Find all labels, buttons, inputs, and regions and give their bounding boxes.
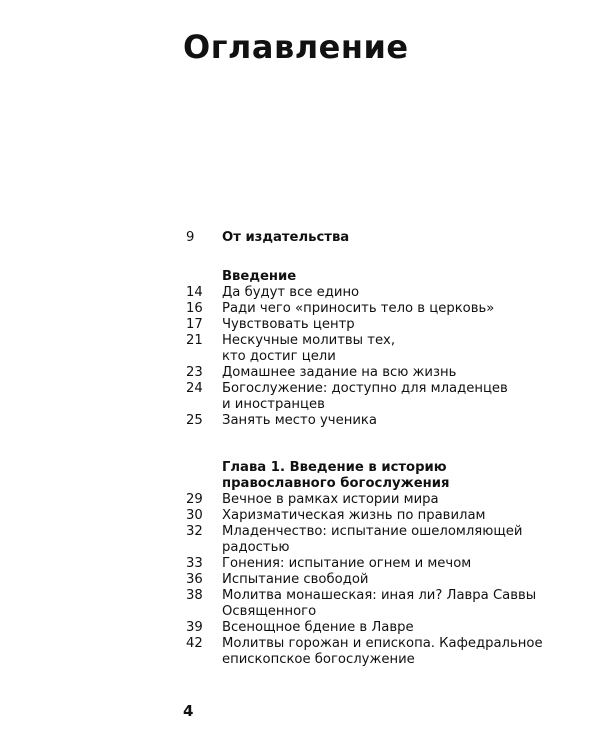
toc-entry-title — [222, 588, 566, 620]
toc-entry-title — [222, 301, 566, 317]
section-heading-chapter1 — [186, 460, 566, 492]
toc-page-number: 29 — [186, 492, 203, 507]
toc-entry-line: радостью — [222, 540, 290, 555]
toc-entry-title — [222, 556, 566, 572]
toc-entry-line: Богослужение: доступно для младенцев — [222, 381, 508, 396]
toc-entry-line: Харизматическая жизнь по правилам — [222, 508, 486, 523]
spacer — [186, 429, 566, 460]
toc-page-number: 30 — [186, 508, 203, 523]
toc-entry-line: Молитвы горожан и епископа. Кафедральное — [222, 636, 543, 651]
toc-entry-line: Занять место ученика — [222, 413, 377, 428]
toc-page-number: 21 — [186, 333, 203, 348]
toc-entry — [186, 317, 566, 333]
toc-page-number: 9 — [186, 230, 195, 245]
toc-entry-title — [222, 285, 566, 301]
toc-entry-line: Вечное в рамках истории мира — [222, 492, 439, 507]
heading-line: Глава 1. Введение в историю — [222, 460, 447, 475]
page-number: 4 — [183, 702, 194, 720]
toc-entry — [186, 381, 566, 413]
toc-entry — [186, 508, 566, 524]
toc-page-number: 42 — [186, 636, 203, 651]
toc-page-number: 25 — [186, 413, 203, 428]
section-heading-intro: Введение — [222, 269, 297, 284]
toc-entry-line: Гонения: испытание огнем и мечом — [222, 556, 472, 571]
toc-entry — [186, 285, 566, 301]
toc-entry-title — [222, 636, 566, 668]
toc-entry-line: Да будут все едино — [222, 285, 360, 300]
toc-entry-line: Домашнее задание на всю жизнь — [222, 365, 457, 380]
toc-page-number: 24 — [186, 381, 203, 396]
toc-entry-title — [222, 413, 566, 429]
intro-entries — [186, 285, 566, 429]
toc-entry — [186, 556, 566, 572]
toc-page-number: 36 — [186, 572, 203, 587]
toc-entry — [186, 588, 566, 620]
toc-entry-line: кто достиг цели — [222, 349, 336, 364]
toc-entry-title — [222, 317, 566, 333]
chapter1-entries — [186, 492, 566, 668]
toc-page-number: 33 — [186, 556, 203, 571]
toc-page-number: 32 — [186, 524, 203, 539]
toc-page-number: 16 — [186, 301, 203, 316]
toc-entry-line: Младенчество: испытание ошеломляющей — [222, 524, 523, 539]
toc-entry-line: Молитва монашеская: иная ли? Лавра Саввы — [222, 588, 537, 603]
toc-page-number: 14 — [186, 285, 203, 300]
toc-page-number: 39 — [186, 620, 203, 635]
toc-entry — [186, 620, 566, 636]
toc-entry-title — [222, 333, 566, 365]
toc-entry — [186, 333, 566, 365]
toc-entry-title — [222, 365, 566, 381]
toc-entry — [186, 572, 566, 588]
toc-entry — [186, 413, 566, 429]
table-of-contents — [186, 230, 566, 668]
toc-entry-title — [222, 492, 566, 508]
toc-entry-title — [222, 381, 566, 413]
toc-entry-line: Испытание свободой — [222, 572, 369, 587]
toc-entry — [186, 301, 566, 317]
toc-entry-title — [222, 620, 566, 636]
toc-entry-line: Всенощное бдение в Лавре — [222, 620, 414, 635]
heading-line: православного богослужения — [222, 476, 450, 491]
toc-entry-line: Освященного — [222, 604, 317, 619]
toc-page-number: 38 — [186, 588, 203, 603]
toc-entry-line: Нескучные молитвы тех, — [222, 333, 396, 348]
page-title: Оглавление — [183, 28, 409, 66]
toc-entry — [186, 524, 566, 556]
toc-entry-title — [222, 524, 566, 556]
toc-entry-line: и иностранцев — [222, 397, 325, 412]
toc-entry-line: Ради чего «приносить тело в церковь» — [222, 301, 495, 316]
toc-entry-title — [222, 572, 566, 588]
toc-page-number: 17 — [186, 317, 203, 332]
toc-entry-title — [222, 508, 566, 524]
toc-entry — [186, 365, 566, 381]
toc-entry-line: Чувствовать центр — [222, 317, 355, 332]
spacer — [186, 246, 566, 269]
toc-entry — [186, 492, 566, 508]
toc-entry-title: От издательства — [222, 230, 350, 245]
toc-entry-line: епископское богослужение — [222, 652, 415, 667]
toc-page-number: 23 — [186, 365, 203, 380]
toc-entry-publisher — [186, 230, 566, 246]
toc-entry — [186, 636, 566, 668]
